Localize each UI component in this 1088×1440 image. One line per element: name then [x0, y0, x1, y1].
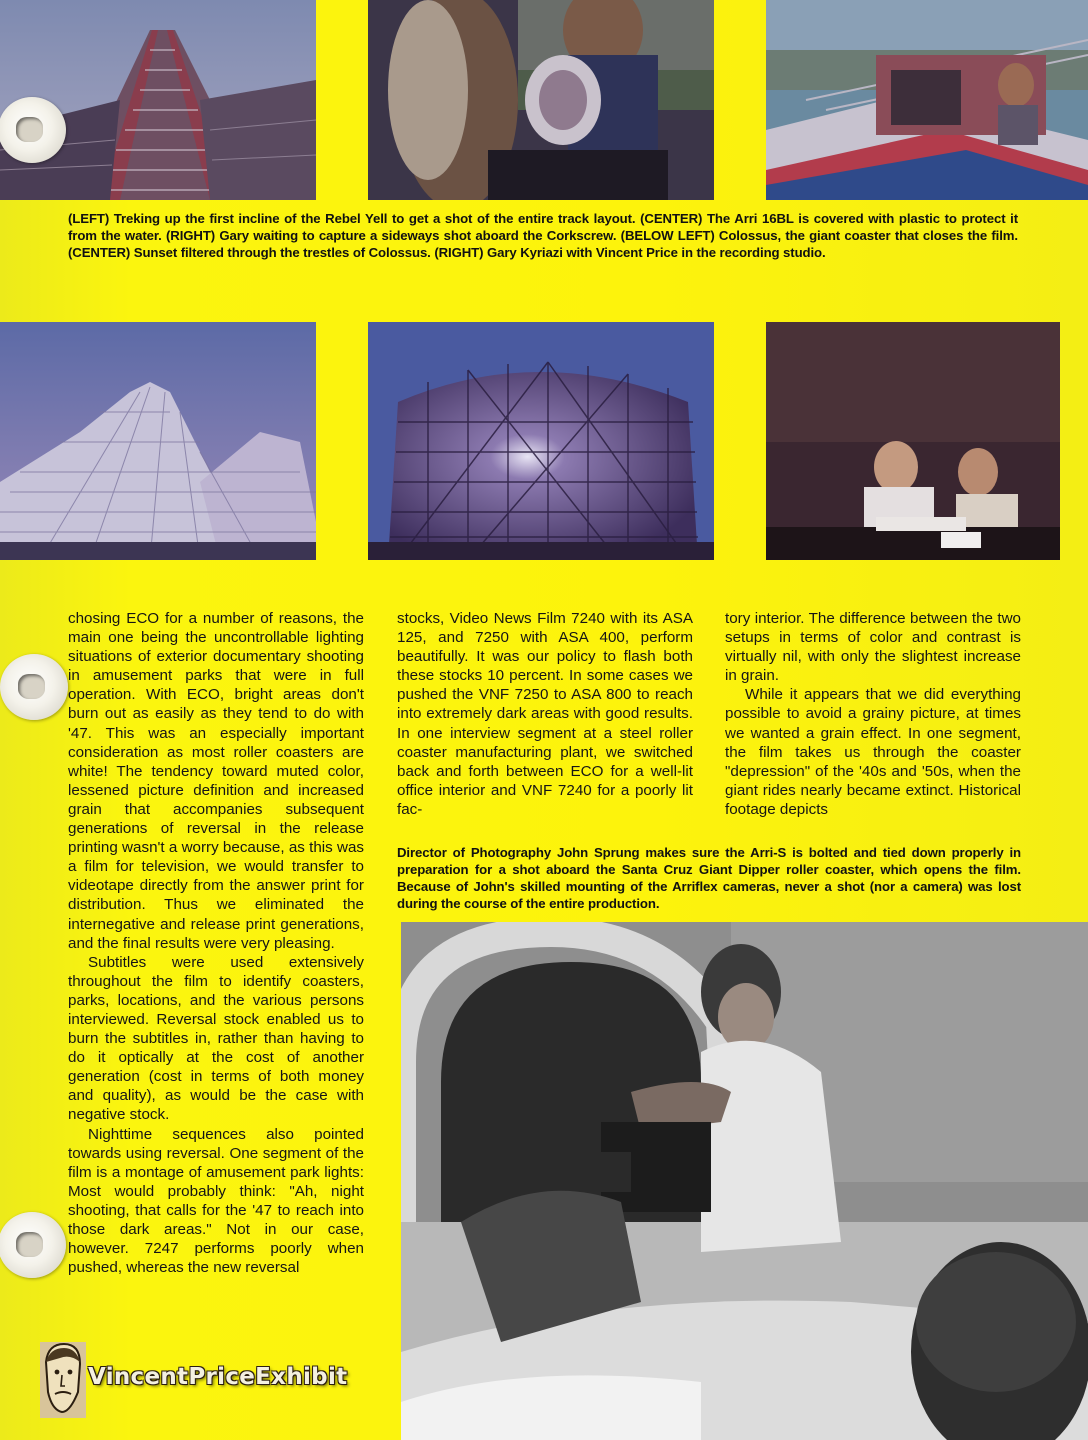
binder-hole-bottom [0, 1212, 66, 1278]
column3-paragraph-1: tory interior. The difference between the two setups in terms of color and contrast is virtually nil, with only the slightest increase in grain. [725, 610, 1021, 685]
photo-colossus-sunset [368, 322, 714, 560]
column2-paragraph-1: stocks, Video News Film 7240 with its ASA 125, and 7250 with ASA 400, perform beautifully. It was our policy to flash both these stocks 10 percent. In some cases we pushed the VNF 7250 to ASA 800 to reach into extremely dark areas with good results. In one interview segment at a steel roller coaster manufacturing plant, we switched back and forth between ECO for a well-lit office interior and VNF 7240 for a poorly lit fac- [397, 610, 693, 818]
photo-caption-top: (LEFT) Treking up the first incline of the Rebel Yell to get a shot of the entire track layout. (CENTER) The Arri 16BL is covered with plastic to protect it from the water. (RIGHT) Gary waiting to capture a sideways shot aboard the Corkscrew. (BELOW LEFT) Colossus, the giant coaster that closes the film. (CENTER) Sunset filtered through the trestles of Colossus. (RIGHT) Gary Kyriazi with Vincent Price in the recording studio. [68, 211, 1018, 260]
binder-hole-top [0, 97, 66, 163]
watermark-text: VincentPriceExhibit [88, 1364, 348, 1390]
column3-paragraph-2: While it appears that we did everything possible to avoid a grainy picture, at times we wanted a grain effect. In one segment, the film takes us through the coaster "depression" of the '40s and '50s, when the giant rides nearly became extinct. Historical footage depicts [725, 686, 1021, 818]
vincent-price-portrait-icon [40, 1342, 86, 1418]
photo-recording-studio [766, 322, 1060, 560]
photo-camera-plastic [368, 0, 714, 200]
column1-paragraph-1: chosing ECO for a number of reasons, the main one being the uncontrollable lighting situations of exterior documentary shooting in amusement parks that were in full operation. With ECO, bright areas don't burn out as easily as they tend to do with '47. This was an especially important consideration as most roller coasters are white! The tendency toward muted color, lessened picture definition and increased grain that accompanies subsequent generations of reversal in the release printing wasn't a worry because, as this was a film for television, we would transfer to videotape directly from the answer print for distribution. Thus we eliminated the internegative and release print generations, and the final results were very pleasing. [68, 610, 364, 952]
binder-hole-middle [0, 654, 68, 720]
photo-corkscrew-car [766, 0, 1088, 200]
photo-john-sprung-camera [401, 922, 1088, 1440]
column1-paragraph-3: Nighttime sequences also pointed towards using reversal. One segment of the film is a montage of amusement park lights: Most would probably think: "Ah, night shooting, that calls for the '47 to reach into those dark areas." Not in our case, however. 7247 performs poorly when pushed, whereas the new reversal [68, 1125, 364, 1277]
text-column-2 [397, 609, 693, 819]
watermark [40, 1342, 360, 1418]
text-column-3 [725, 609, 1021, 819]
photo-colossus-coaster [0, 322, 316, 560]
column1-paragraph-2: Subtitles were used extensively throughout the film to identify coasters, parks, locations, and the various persons interviewed. Reversal stock enabled us to burn the subtitles in, rather than having to do it optically at the cost of another generation (cost in terms of both money and quality), as would be the case with negative stock. [68, 953, 364, 1124]
text-column-1 [68, 609, 364, 1277]
photo-caption-bottom: Director of Photography John Sprung makes sure the Arri-S is bolted and tied down properly in preparation for a shot aboard the Santa Cruz Giant Dipper roller coaster, which opens the film. Because of John's skilled mounting of the Arriflex cameras, never a shot (nor a camera) was lost during the course of the entire production. [397, 845, 1021, 911]
